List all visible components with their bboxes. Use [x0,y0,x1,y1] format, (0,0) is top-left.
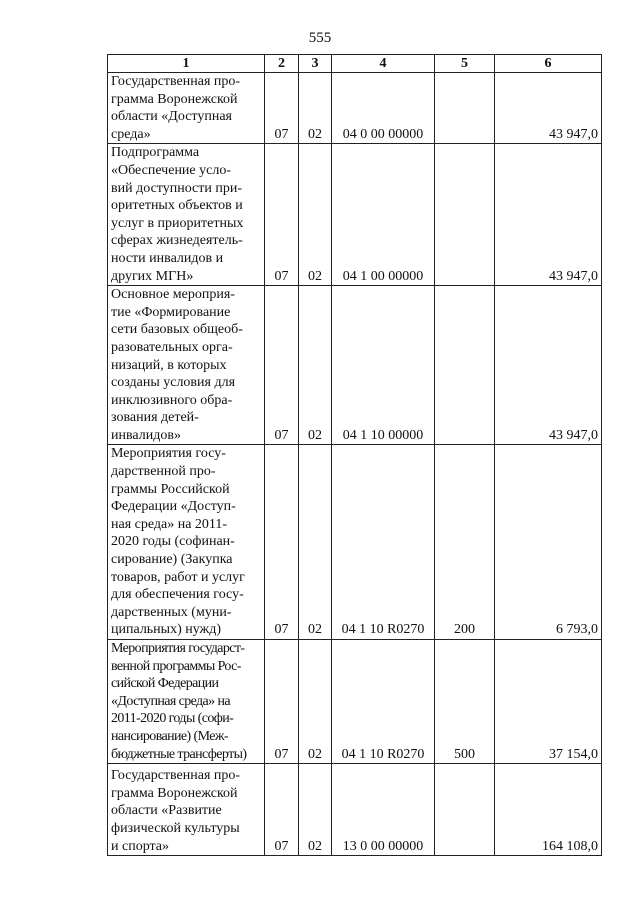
row-name-text: Мероприятия государст- венной программы Рос- сийской Федерации «Доступная среда» на 2011-2020 годы (софи- нансирование) (Меж- бюджетные трансферты) [111,641,247,762]
column-header-3: 3 [299,55,332,73]
row-name-cell [108,640,265,764]
column-header-1: 1 [108,55,265,73]
table-row [108,286,602,445]
expense-type-cell [435,144,495,286]
row-name-text: Государственная про- грамма Воронежской области «Развитие физической культуры и спорта» [111,768,241,854]
target-article-cell: 04 0 00 00000 [332,73,435,144]
table-row [108,144,602,286]
subsection-code-cell: 02 [299,445,332,640]
expense-type-cell [435,764,495,856]
amount-cell: 37 154,0 [495,640,602,764]
section-code-cell: 07 [265,144,299,286]
row-name-cell [108,764,265,856]
expense-type-cell: 500 [435,640,495,764]
row-name-cell [108,73,265,144]
column-header-5: 5 [435,55,495,73]
row-name-cell [108,445,265,640]
column-header-6: 6 [495,55,602,73]
row-name-text: Мероприятия госу- дарственной про- граммы Российской Федерации «Доступ- ная среда» на 2011- 2020 годы (софинан- сирование) (Закупка товаров, работ и услуг для обеспечения госу- дарственных (муни- ципальных) нужд) [111,446,245,638]
expense-type-cell [435,73,495,144]
row-name-text: Государственная про- грамма Воронежской области «Доступная среда» [111,74,241,142]
target-article-cell: 04 1 00 00000 [332,144,435,286]
target-article-cell: 04 1 10 R0270 [332,640,435,764]
section-code-cell: 07 [265,73,299,144]
amount-cell: 43 947,0 [495,144,602,286]
subsection-code-cell: 02 [299,286,332,445]
row-name-text: Основное мероприя- тие «Формирование сети базовых общеоб- разовательных орга- низаций, в которых созданы условия для инклюзивного обра- зования детей- инвалидов» [111,287,243,443]
target-article-cell: 04 1 10 R0270 [332,445,435,640]
section-code-cell: 07 [265,286,299,445]
budget-table [107,54,602,856]
row-name-cell [108,144,265,286]
amount-cell: 43 947,0 [495,286,602,445]
page-number: 555 [308,30,332,46]
amount-cell: 6 793,0 [495,445,602,640]
table-row [108,640,602,764]
target-article-cell: 13 0 00 00000 [332,764,435,856]
row-name-text: Подпрограмма «Обеспечение усло- вий доступности при- оритетных объектов и услуг в приоритетных сферах жизнедеятель- ности инвалидов и других МГН» [111,145,244,284]
amount-cell: 164 108,0 [495,764,602,856]
target-article-cell: 04 1 10 00000 [332,286,435,445]
row-name-cell [108,286,265,445]
section-code-cell: 07 [265,445,299,640]
table-row [108,73,602,144]
table-row [108,445,602,640]
expense-type-cell: 200 [435,445,495,640]
amount-cell: 43 947,0 [495,73,602,144]
subsection-code-cell: 02 [299,73,332,144]
subsection-code-cell: 02 [299,144,332,286]
subsection-code-cell: 02 [299,640,332,764]
subsection-code-cell: 02 [299,764,332,856]
section-code-cell: 07 [265,640,299,764]
section-code-cell: 07 [265,764,299,856]
table-row [108,764,602,856]
table-header-row [108,55,602,73]
column-header-2: 2 [265,55,299,73]
column-header-4: 4 [332,55,435,73]
expense-type-cell [435,286,495,445]
